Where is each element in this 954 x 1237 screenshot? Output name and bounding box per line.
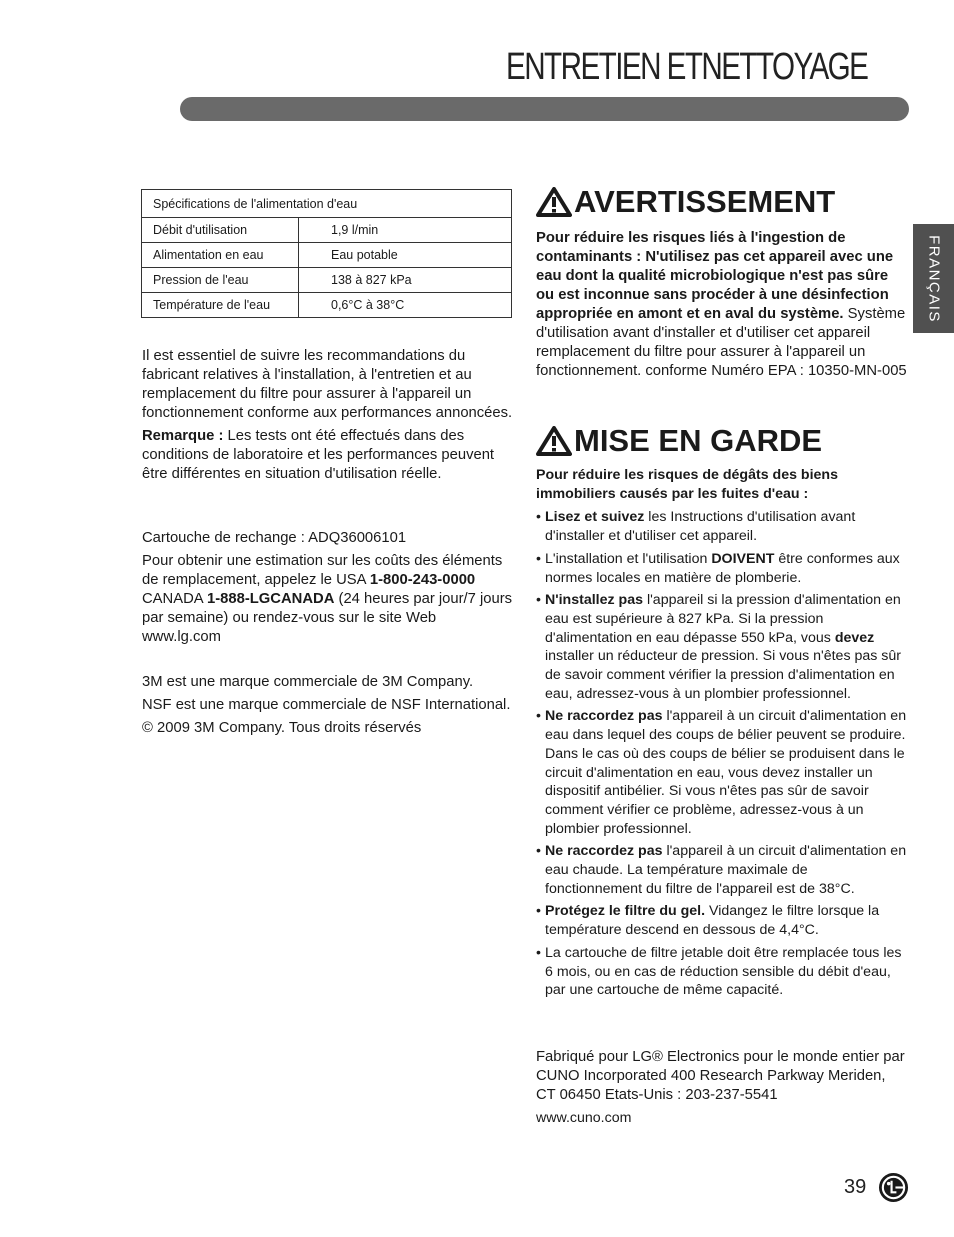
language-tab-label: FRANÇAIS <box>925 234 942 323</box>
page-title: ENTRETIEN ETNETTOYAGE <box>506 46 868 88</box>
filter-recommendation-section <box>142 347 518 488</box>
copyright: © 2009 3M Company. Tous droits réservés <box>142 720 422 736</box>
replacement-section <box>142 529 518 651</box>
item-text: installer un réducteur de pression. Si vous n'êtes pas sûr de savoir comment vérifier la pression d'alimentation en eau, adressez-vous à un plombier professionnel. <box>545 648 902 702</box>
canada-phone: 1-888-LGCANADA <box>206 591 335 607</box>
table-row <box>142 243 512 268</box>
mise-en-garde-intro: Pour réduire les risques de dégâts des biens immobiliers causés par les fuites d'eau : <box>536 467 838 502</box>
list-item <box>536 842 908 898</box>
header-bar <box>180 97 909 121</box>
bullet-icon: • <box>536 550 541 567</box>
item-text: l'appareil si la pression d'alimentation en eau est supérieure à 827 kPa. Si la pression d'alimentation en eau dépasse 550 kPa, vous <box>545 592 901 646</box>
list-item <box>536 944 908 1000</box>
water-spec-table <box>141 189 512 318</box>
mise-en-garde-heading <box>536 424 908 458</box>
trademark-nsf: NSF est une marque commerciale de NSF International. <box>142 697 511 713</box>
avertissement-paragraph <box>536 229 908 381</box>
usa-phone: 1-800-243-0000 <box>369 572 476 588</box>
spec-label: Alimentation en eau <box>142 243 299 268</box>
manufacturer-text: Fabriqué pour LG® Electronics pour le monde entier par CUNO Incorporated 400 Research Parkway Meriden, CT 06450 Etats-Unis : 203-237-5541 <box>536 1049 905 1103</box>
list-item <box>536 591 908 703</box>
avertissement-bold: Pour réduire les risques liés à l'ingestion de contaminants : N'utilisez pas cet appareil avec une eau dont la qualité microbiologique n'est pas sûre ou est inconnue sans procéder à une désinfection appropriée en amont et en aval du système. <box>536 230 894 322</box>
trademark-section <box>142 673 518 742</box>
cost-text: CANADA <box>142 591 207 607</box>
table-row <box>142 293 512 318</box>
bullet-icon: • <box>536 592 541 609</box>
cartouche-line: Cartouche de rechange : ADQ36006101 <box>142 530 407 546</box>
avertissement-section <box>536 185 908 385</box>
warning-triangle-icon <box>536 426 572 456</box>
bullet-icon: • <box>536 509 541 526</box>
bullet-icon: • <box>536 708 541 725</box>
item-text: l'appareil à un circuit d'alimentation en eau chaude. La température maximale de fonctionnement du filtre de l'appareil est de 38°C. <box>545 843 907 897</box>
spec-label: Pression de l'eau <box>142 268 299 293</box>
lg-logo-icon <box>878 1172 909 1203</box>
table-heading: Spécifications de l'alimentation d'eau <box>142 190 512 218</box>
language-tab <box>913 224 954 333</box>
page-number: 39 <box>844 1176 867 1198</box>
remarque-paragraph <box>142 427 518 484</box>
mise-en-garde-section <box>536 424 908 1004</box>
item-bold: Protégez le filtre du gel. <box>545 903 706 920</box>
table-row <box>142 268 512 293</box>
spec-value: Eau potable <box>299 243 512 268</box>
cost-text: (24 heures par jour/7 jours par semaine) ou rendez-vous sur le site Web www.lg.com <box>142 591 513 645</box>
list-item <box>536 707 908 838</box>
precaution-list <box>536 508 908 1000</box>
item-text: L'installation et l'utilisation <box>545 550 712 567</box>
manufacturer-website: www.cuno.com <box>536 1110 632 1126</box>
avertissement-title: AVERTISSEMENT <box>574 184 836 219</box>
item-bold: N'installez pas <box>545 592 643 609</box>
item-bold: Ne raccordez pas <box>545 708 663 725</box>
item-text: La cartouche de filtre jetable doit être remplacée tous les 6 mois, ou en cas de réduction sensible du débit d'eau, par une cartouche de même capacité. <box>545 944 902 999</box>
spec-value: 0,6°C à 38°C <box>299 293 512 318</box>
item-text: être conformes aux normes locales en matière de plomberie. <box>545 550 900 586</box>
trademark-3m: 3M est une marque commerciale de 3M Company. <box>142 674 474 690</box>
spec-label: Débit d'utilisation <box>142 218 299 243</box>
item-text: l'appareil à un circuit d'alimentation en eau dans lequel des coups de bélier peuvent se produire. Dans le cas où des coups de bélier se produisent dans le circuit d'alimentation en eau, vous devez installer un dispositif antibélier. Si vous n'êtes pas sûr de savoir comment vérifier ce problème, adressez-vous à un plombier professionnel. <box>545 708 907 837</box>
table-row <box>142 218 512 243</box>
warning-triangle-icon <box>536 187 572 217</box>
remarque-text: Les tests ont été effectués dans des conditions de laboratoire et les performances peuvent être différentes en situation d'utilisation réelle. <box>142 428 495 482</box>
spec-value: 138 à 827 kPa <box>299 268 512 293</box>
manufacturer-section <box>536 1048 908 1132</box>
bullet-icon: • <box>536 843 541 860</box>
item-bold: Lisez et suivez <box>545 509 645 526</box>
avertissement-normal: Système d'utilisation avant d'installer et d'utiliser cet appareil remplacement du filtre pour assurer à l'appareil un fonctionnement. conforme Numéro EPA : 10350-MN-005 <box>536 306 907 379</box>
item-bold: Ne raccordez pas <box>545 843 663 860</box>
list-item <box>536 902 908 939</box>
item-bold: devez <box>834 629 875 646</box>
avertissement-heading <box>536 185 908 219</box>
remarque-label: Remarque : <box>142 428 224 444</box>
table-header-row <box>142 190 512 218</box>
item-text: les Instructions d'utilisation avant d'installer et d'utiliser cet appareil. <box>545 509 856 545</box>
spec-value: 1,9 l/min <box>299 218 512 243</box>
cost-paragraph <box>142 552 518 647</box>
item-bold: DOIVENT <box>711 550 775 567</box>
mise-en-garde-title: MISE EN GARDE <box>574 423 823 458</box>
recommendation-paragraph: Il est essentiel de suivre les recommandations du fabricant relatives à l'installation, à l'entretien et au remplacement du filtre pour assurer à l'appareil un fonctionnement conforme aux performances annoncées. <box>142 348 513 421</box>
list-item <box>536 550 908 587</box>
bullet-icon: • <box>536 903 541 920</box>
list-item <box>536 508 908 545</box>
bullet-icon: • <box>536 944 541 961</box>
item-text: Vidangez le filtre lorsque la température descend en dessous de 4,4°C. <box>545 903 880 939</box>
cost-text: Pour obtenir une estimation sur les coûts des éléments de remplacement, appelez le USA <box>142 553 503 588</box>
spec-label: Température de l'eau <box>142 293 299 318</box>
